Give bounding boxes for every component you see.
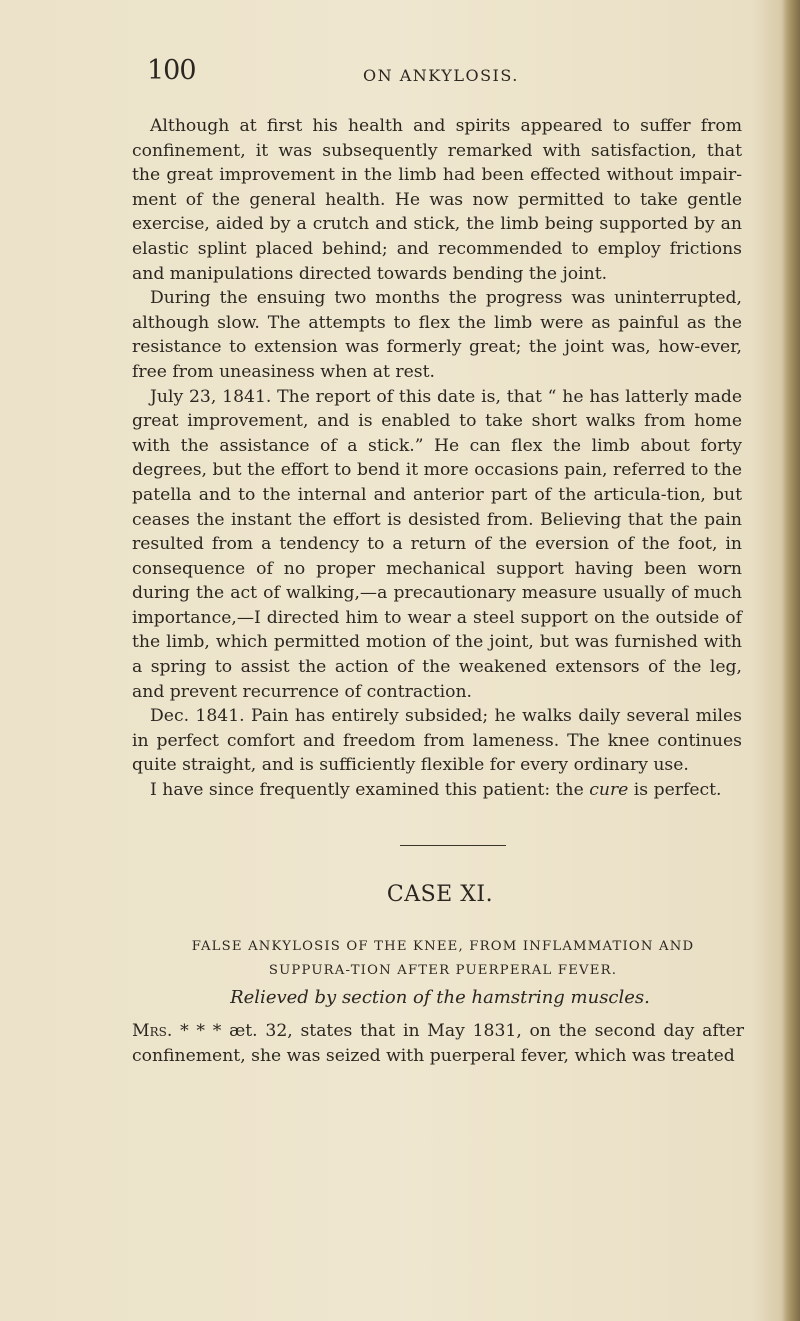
closing-text-start: I have since frequently examined this patient: the (150, 780, 590, 801)
closing-text-emphasis: cure (589, 780, 629, 801)
case-title: CASE XI. (386, 882, 494, 907)
page-edge (782, 0, 800, 1321)
case-text-rest: * * * æt. 32, states that in May 1831, on the second day after confinement, she was seized with puerperal fever, which was treated (132, 1021, 744, 1066)
paragraph: During the ensuing two months the progress was uninterrupted, although slow. The attempts to flex the limb were as painful as the resistance to extension was formerly great; the joint was, how-ever, free from uneasiness when at rest. (132, 288, 742, 382)
running-head: ON ANKYLOSIS. (363, 66, 519, 85)
closing-paragraph (132, 778, 742, 803)
case-text-lead: Mrs. (132, 1021, 173, 1041)
case-paragraph (132, 1019, 744, 1068)
paragraph: July 23, 1841. The report of this date is, that “ he has latterly made great improvement, and is enabled to take short walks from home with the assistance of a stick.” He can flex the limb about forty degrees, but the effort to bend it more occasions pain, referred to the patella and to the internal and anterior part of the articula-tion, but ceases the instant the effort is desisted from. Believing that the pain resulted from a tendency to a return of the eversion of the foot, in consequence of no proper mechanical support having been worn during the act of walking,—a precautionary measure usually of much importance,—I directed him to wear a steel support on the outside of the limb, which permitted motion of the joint, but was furnished with a spring to assist the action of the weakened extensors of the leg, and prevent recurrence of contraction. (132, 386, 742, 702)
page-number: 100 (147, 55, 196, 86)
paragraph: Dec. 1841. Pain has entirely subsided; he walks daily several miles in perfect comfort and freedom from lameness. The knee continues quite straight, and is sufficiently flexible for every ordinary use. (132, 706, 742, 776)
section-divider (400, 845, 506, 846)
case-subtitle: FALSE ANKYLOSIS OF THE KNEE, FROM INFLAMMATION AND SUPPURA-TION AFTER PUERPERAL FEVER. (191, 939, 695, 978)
body-text (132, 114, 742, 803)
paragraph: Although at first his health and spirits appeared to suffer from confinement, it was subsequently remarked with satisfaction, that the great improvement in the limb had been effected without impair-ment of the general health. He was now permitted to take gentle exercise, aided by a crutch and stick, the limb being supported by an elastic splint placed behind; and recommended to employ frictions and manipulations directed towards bending the joint. (132, 116, 742, 284)
case-text (132, 1019, 744, 1068)
case-relieved-line: Relieved by section of the hamstring muscles. (230, 987, 650, 1008)
closing-text-end: is perfect. (628, 780, 722, 801)
